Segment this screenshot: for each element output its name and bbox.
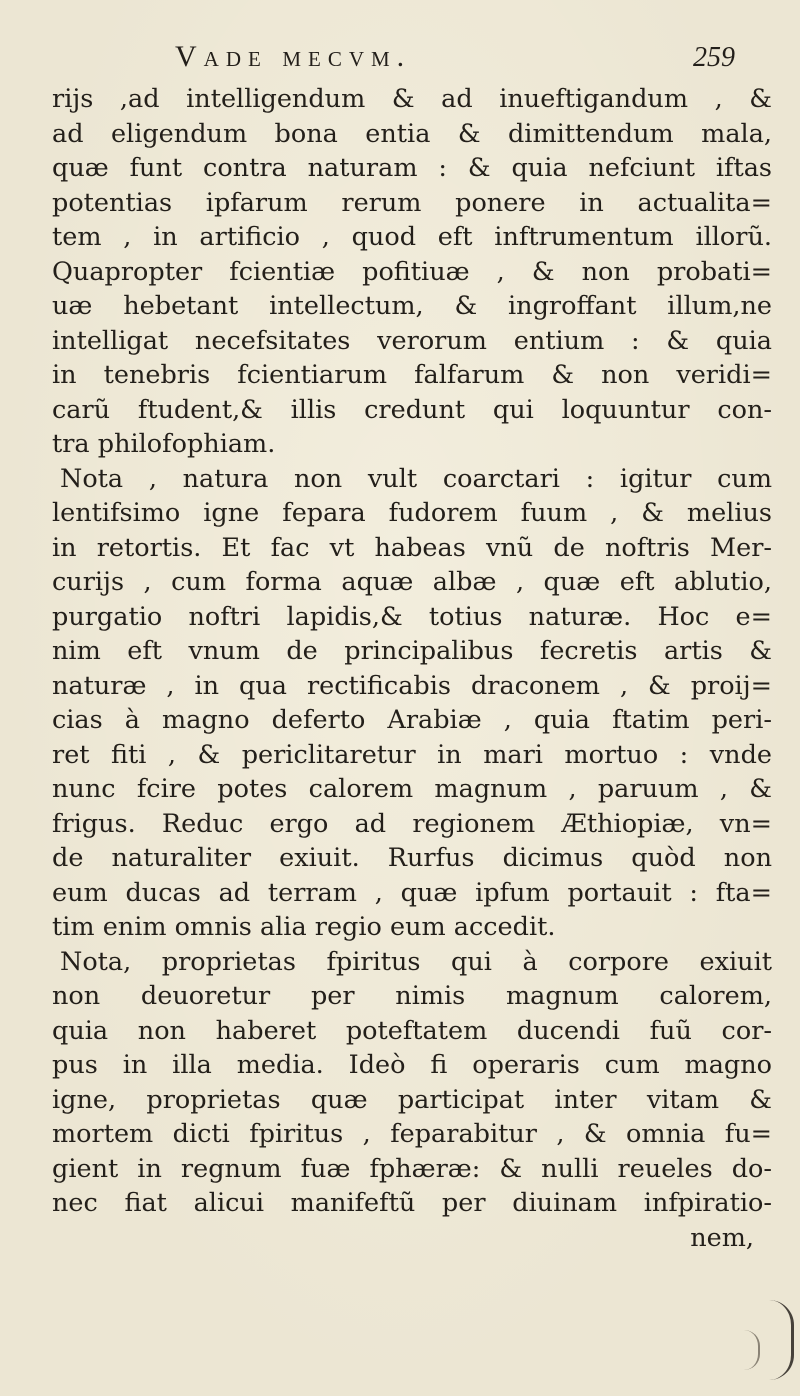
text-line: in retortis. Et fac vt habeas vnũ de noftris Mer- [52, 532, 772, 563]
catchword-line: nem, [690, 1222, 754, 1253]
text-line: lentifsimo igne fepara fudorem fuum , & melius [52, 498, 772, 528]
text-line: quæ funt contra naturam : & quia nefciunt iftas [52, 153, 772, 183]
margin-bleed-mark [769, 1300, 794, 1380]
text-line: tra philofophiam. [52, 429, 276, 459]
text-line: nim eft vnum de principalibus fecretis artis & [52, 636, 772, 666]
text-line: ret fiti , & periclitaretur in mari mortuo : vnde [52, 739, 772, 770]
paragraph-start-line: Nota, proprietas fpiritus qui à corpore exiuit [60, 946, 772, 977]
text-line: uæ hebetant intellectum, & ingroffant illum,ne [52, 291, 772, 321]
text-line: non deuoretur per nimis magnum calorem, [52, 981, 772, 1011]
text-line: curijs , cum forma aquæ albæ , quæ eft ablutio, [52, 567, 772, 597]
text-line: ad eligendum bona entia & dimittendum mala, [52, 118, 772, 149]
text-line: quia non haberet poteftatem ducendi fuũ cor- [52, 1015, 772, 1046]
text-line: cias à magno deferto Arabiæ , quia ftatim peri- [52, 705, 772, 735]
paragraph-start-line: Nota , natura non vult coarctari : igitur cum [60, 463, 772, 494]
text-line: naturæ , in qua rectificabis draconem , & proij= [52, 670, 772, 701]
text-line: pus in illa media. Ideò fi operaris cum magno [52, 1050, 772, 1080]
text-line: rijs ,ad intelligendum & ad inueftigandum , & [52, 84, 772, 114]
text-line: tim enim omnis alia regio eum accedit. [52, 912, 556, 942]
text-line: purgatio noftri lapidis,& totius naturæ. Hoc e= [52, 601, 772, 632]
text-line: frigus. Reduc ergo ad regionem Æthiopiæ, vn= [52, 808, 772, 839]
text-line: tem , in artificio , quod eft inftrumentum illorũ. [52, 222, 772, 252]
text-line: gient in regnum fuæ fphæræ: & nulli reueles do- [52, 1153, 772, 1184]
text-line: eum ducas ad terram , quæ ipfum portauit : fta= [52, 877, 772, 908]
text-line: in tenebris fcientiarum falfarum & non veridi= [52, 360, 772, 390]
body-text [52, 82, 772, 1255]
text-line: Quapropter fcientiæ pofitiuæ , & non probati= [52, 256, 772, 287]
page-number: 259 [693, 42, 735, 73]
text-line: de naturaliter exiuit. Rurfus dicimus quòd non [52, 843, 772, 873]
page-header [175, 40, 735, 84]
text-line: intelligat necefsitates verorum entium : & quia [52, 325, 772, 356]
text-line: mortem dicti fpiritus , feparabitur , & omnia fu= [52, 1119, 772, 1149]
text-line: potentias ipfarum rerum ponere in actualita= [52, 187, 772, 218]
text-line: nec fiat alicui manifeftũ per diuinam infpiratio- [52, 1188, 772, 1218]
text-line: igne, proprietas quæ participat inter vitam & [52, 1084, 772, 1115]
margin-bleed-mark [744, 1330, 760, 1370]
running-title: Vade mecvm. [175, 40, 412, 73]
text-line: carũ ftudent,& illis credunt qui loquuntur con- [52, 394, 772, 425]
text-line: nunc fcire potes calorem magnum , paruum , & [52, 774, 772, 804]
